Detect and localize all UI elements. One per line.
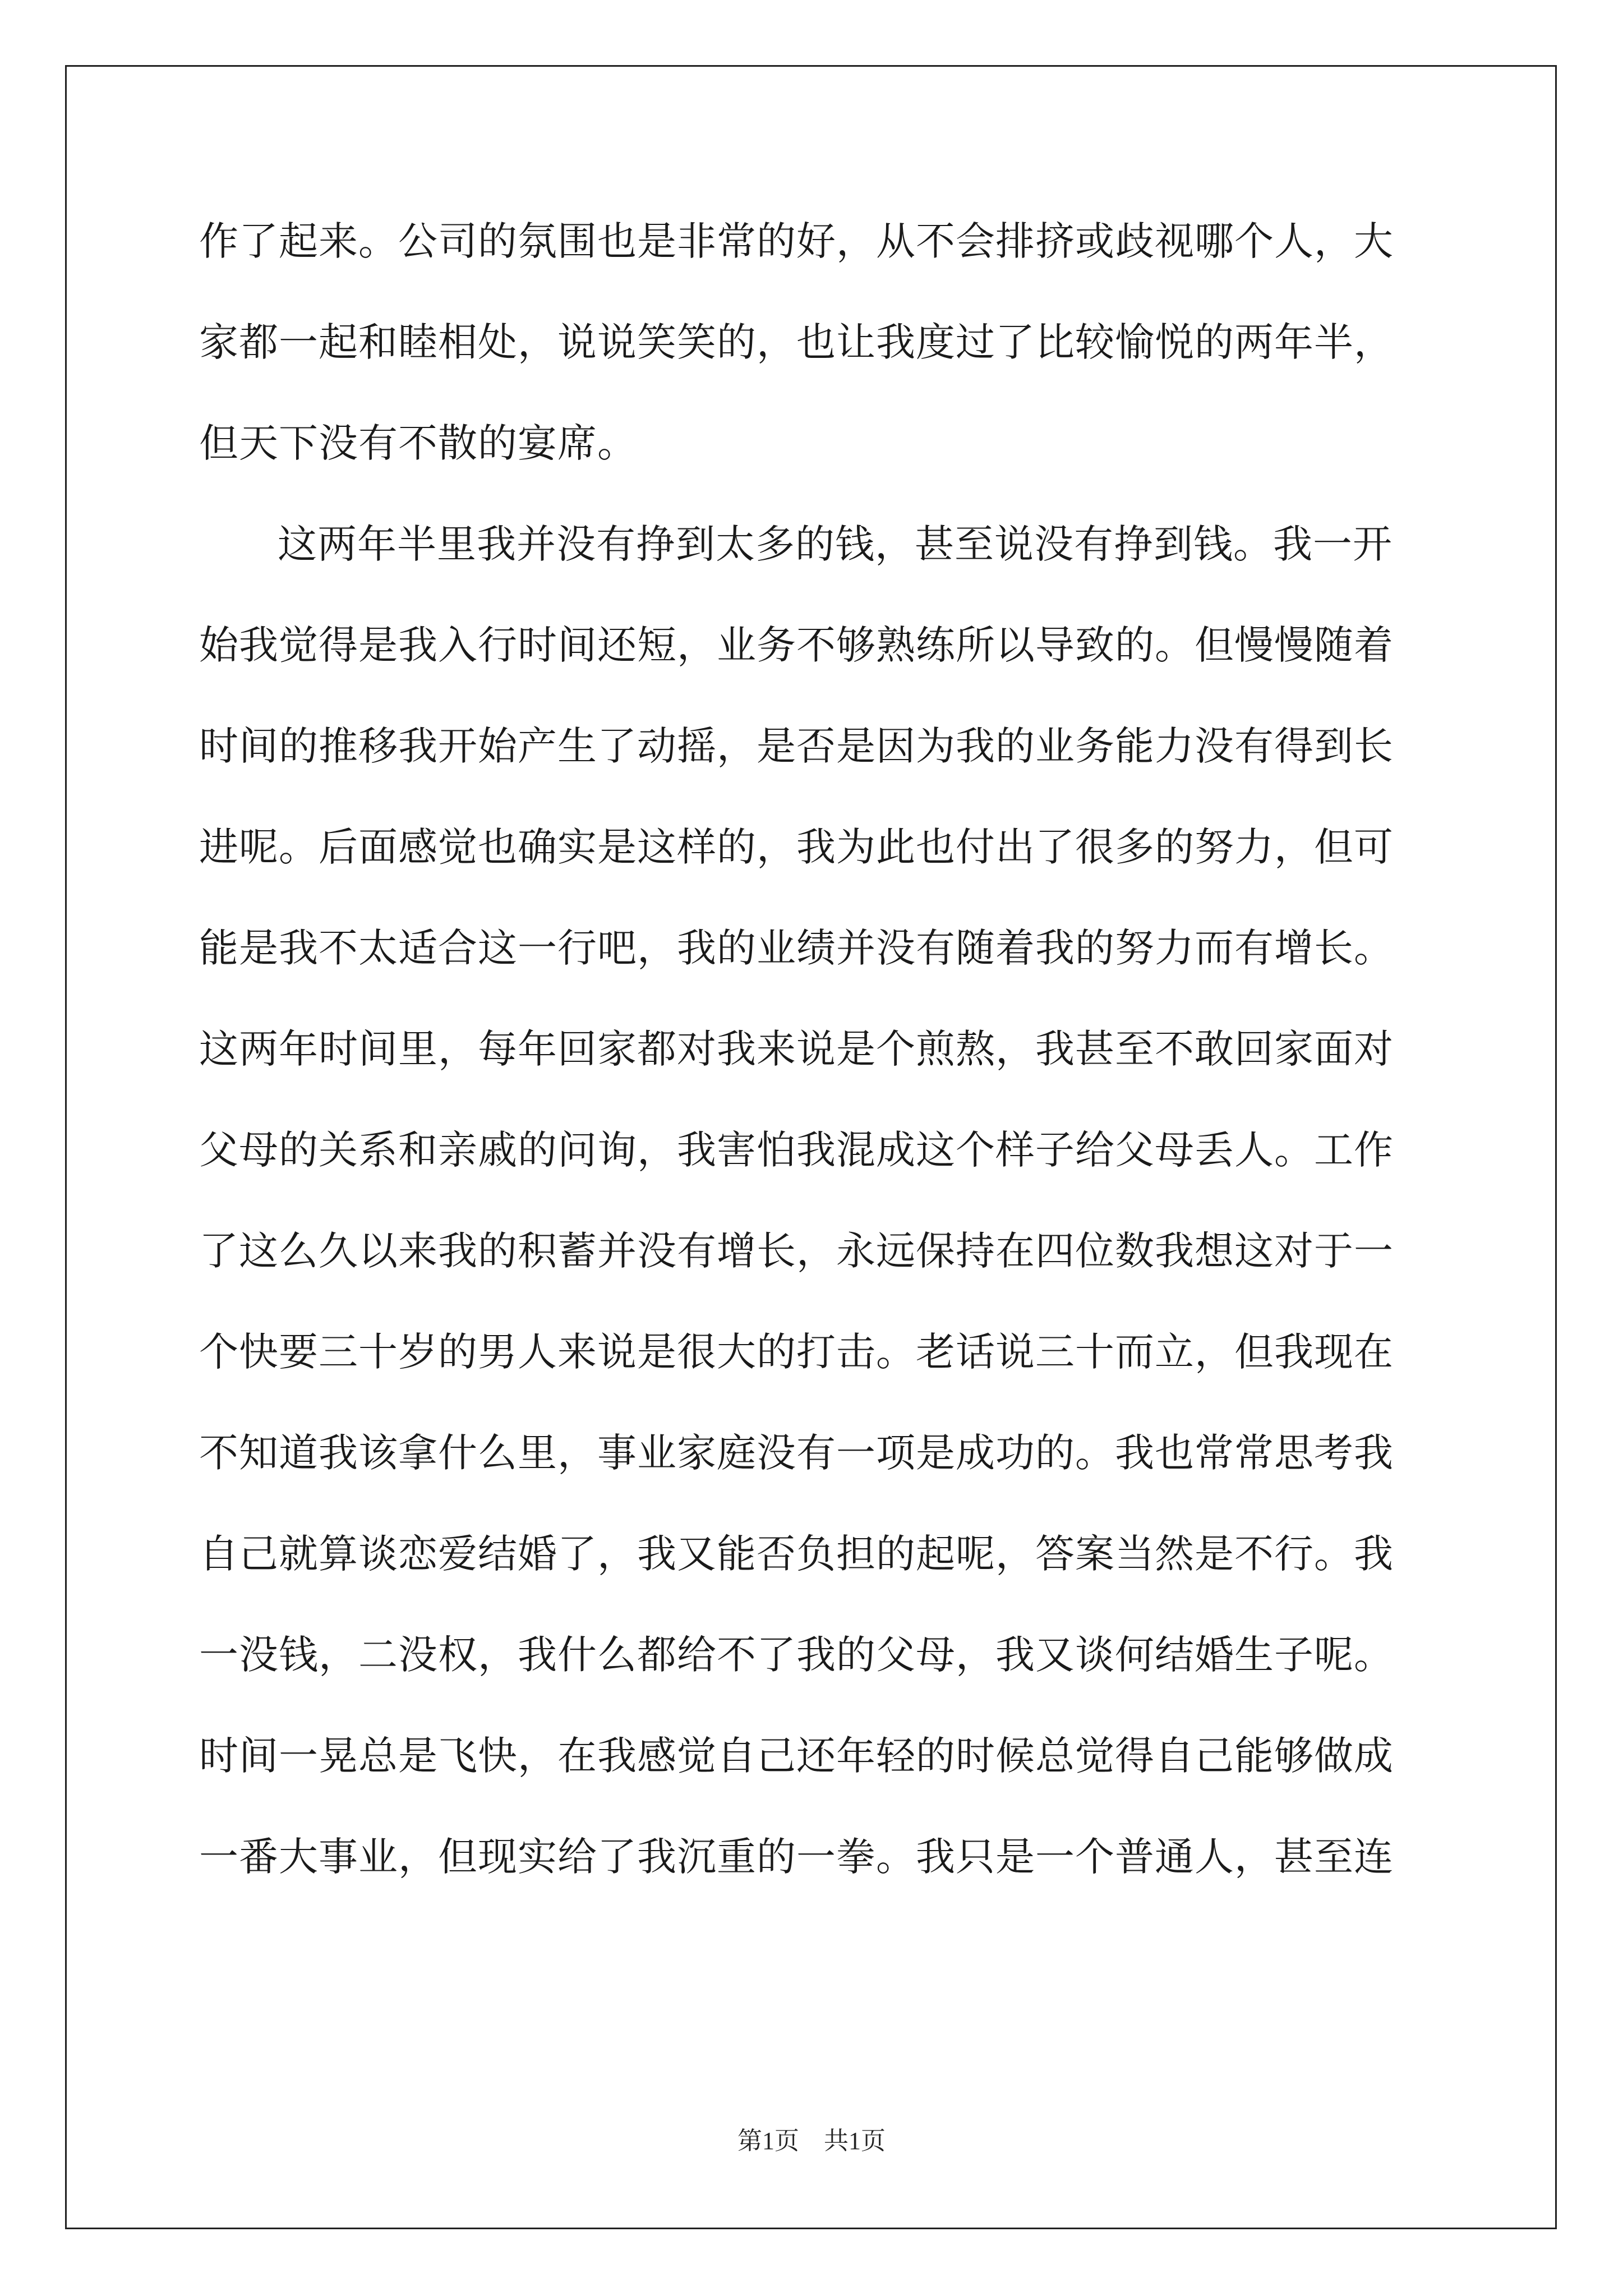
text-line: 家都一起和睦相处，说说笑笑的，也让我度过了比较愉悦的两年半，: [199, 319, 1394, 365]
text-line: 始我觉得是我入行时间还短，业务不够熟练所以导致的。但慢慢随着: [199, 622, 1394, 668]
text-line: 能是我不太适合这一行吧，我的业绩并没有随着我的努力而有增长。: [199, 925, 1394, 971]
text-line: 自己就算谈恋爱结婚了，我又能否负担的起呢，答案当然是不行。我: [199, 1531, 1394, 1577]
text-line: 进呢。后面感觉也确实是这样的，我为此也付出了很多的努力，但可: [199, 824, 1394, 870]
text-line: 不知道我该拿什么里，事业家庭没有一项是成功的。我也常常思考我: [199, 1430, 1394, 1476]
document-body: [199, 191, 1433, 1907]
text-line: 一没钱，二没权，我什么都给不了我的父母，我又谈何结婚生子呢。: [199, 1632, 1394, 1678]
text-line: 但天下没有不散的宴席。: [199, 420, 637, 466]
text-line: 这两年时间里，每年回家都对我来说是个煎熬，我甚至不敢回家面对: [199, 1026, 1394, 1072]
text-line: 了这么久以来我的积蓄并没有增长，永远保持在四位数我想这对于一: [199, 1228, 1394, 1274]
page-number-footer: 第1页 共1页: [737, 2127, 886, 2155]
text-line: 时间一晃总是飞快，在我感觉自己还年轻的时候总觉得自己能够做成: [199, 1733, 1394, 1779]
text-line: 时间的推移我开始产生了动摇，是否是因为我的业务能力没有得到长: [199, 723, 1394, 769]
text-line: 个快要三十岁的男人来说是很大的打击。老话说三十而立，但我现在: [199, 1329, 1394, 1375]
text-line: 作了起来。公司的氛围也是非常的好，从不会排挤或歧视哪个人，大: [199, 218, 1394, 264]
paragraph-start-line: 这两年半里我并没有挣到太多的钱，甚至说没有挣到钱。我一开: [278, 521, 1393, 567]
text-line: 父母的关系和亲戚的问询，我害怕我混成这个样子给父母丢人。工作: [199, 1127, 1394, 1173]
text-line: 一番大事业，但现实给了我沉重的一拳。我只是一个普通人，甚至连: [199, 1834, 1394, 1880]
